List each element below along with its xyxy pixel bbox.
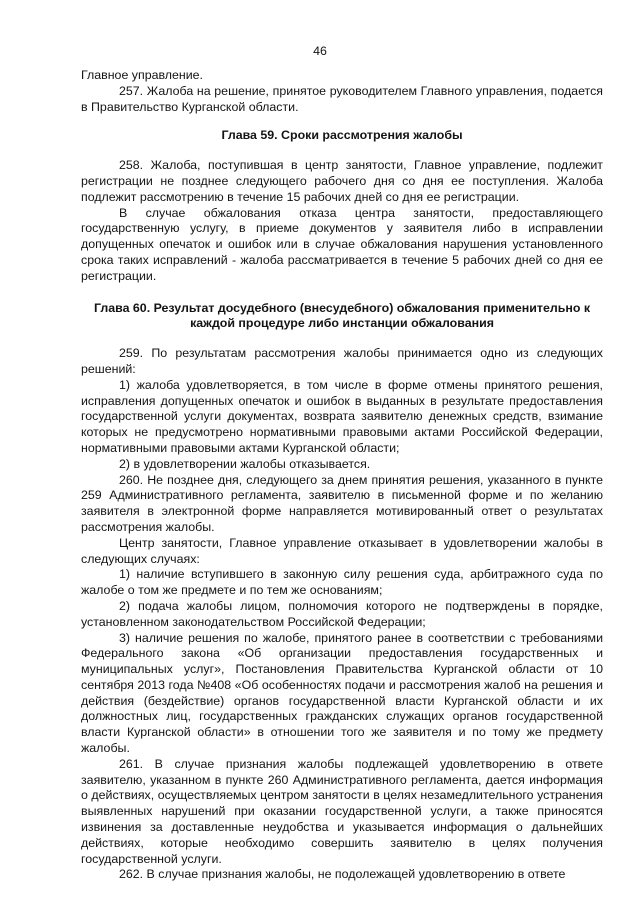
chapter-60-heading: Глава 60. Результат досудебного (внесудебного) обжалования применительно к каждой процедуре либо инстанции обжалования	[93, 300, 591, 331]
document-body	[81, 68, 603, 883]
paragraph: Центр занятости, Главное управление отказывает в удовлетворении жалобы в следующих случаях:	[81, 535, 603, 566]
paragraph-260: 260. Не позднее дня, следующего за днем принятия решения, указанного в пункте 259 Административного регламента, заявителю в письменной форме и по желанию заявителя в электронной форме направляется мотивированный ответ о результатах рассмотрения жалобы.	[81, 472, 603, 534]
paragraph-258: 258. Жалоба, поступившая в центр занятости, Главное управление, подлежит регистрации не позднее следующего рабочего дня со дня ее поступления. Жалоба подлежит рассмотрению в течение 15 рабочих дней со дня ее регистрации.	[81, 158, 603, 204]
page-number: 46	[313, 44, 327, 58]
paragraph: Главное управление.	[81, 68, 203, 82]
list-item: 2) подача жалобы лицом, полномочия которого не подтверждены в порядке, установленном законодательством Российской Федерации;	[81, 598, 603, 629]
list-item: 1) наличие вступившего в законную силу решения суда, арбитражного суда по жалобе о том же предмете и по тем же основаниям;	[81, 567, 603, 598]
paragraph-262: 262. В случае признания жалобы, не подолежащей удовлетворению в ответе	[119, 867, 566, 882]
paragraph-261: 261. В случае признания жалобы подлежащей удовлетворению в ответе заявителю, указанном в пункте 260 Административного регламента, дается информация о действиях, осуществляемых центром занятости в целях незамедлительного устранения выявленных нарушений при оказании государственной услуги, а также приносятся извинения за доставленные неудобства и указывается информация о дальнейших действиях, которые необходимо совершить заявителю в целях получения государственной услуги.	[81, 756, 603, 866]
list-item: 1) жалоба удовлетворяется, в том числе в форме отмены принятого решения, исправления допущенных опечаток и ошибок в выданных в результате предоставления государственной услуги документах, возврата заявителю денежных средств, взимание которых не предусмотрено нормативными правовыми актами Российской Федерации, нормативными правовыми актами Курганской области;	[81, 377, 603, 455]
paragraph-259: 259. По результатам рассмотрения жалобы принимается одно из следующих решений:	[81, 346, 603, 376]
chapter-59-heading: Глава 59. Сроки рассмотрения жалобы	[221, 128, 463, 143]
paragraph-257: 257. Жалоба на решение, принятое руководителем Главного управления, подается в Правительство Курганской области.	[81, 83, 603, 114]
list-item: 2) в удовлетворении жалобы отказывается.	[119, 456, 371, 471]
paragraph: В случае обжалования отказа центра занятости, предоставляющего государственную услугу, в приеме документов у заявителя либо в исправлении допущенных опечаток и ошибок или в случае обжалования нарушения установленного срока таких исправлений - жалоба рассматривается в течение 5 рабочих дней со дня ее регистрации.	[81, 205, 603, 283]
list-item: 3) наличие решения по жалобе, принятого ранее в соответствии с требованиями Федерального закона «Об организации предоставления государственных и муниципальных услуг», Постановления Правительства Курганской области от 10 сентября 2013 года №408 «Об особенностях подачи и рассмотрения жалоб на решения и действия (бездействие) органов государственной власти Курганской области и их должностных лиц, государственных гражданских служащих органов государственной власти Курганской области» в отношении того же заявителя и по тому же предмету жалобы.	[81, 630, 603, 756]
